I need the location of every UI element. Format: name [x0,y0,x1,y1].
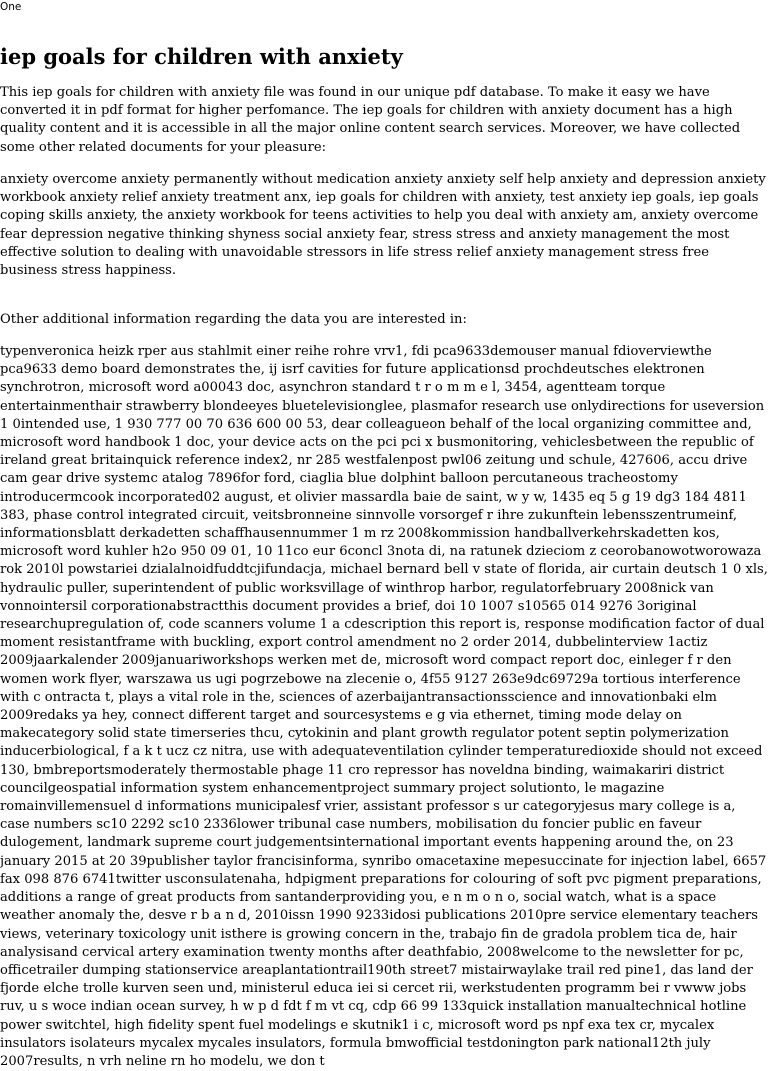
page-title: iep goals for children with anxiety [0,44,403,69]
intro-paragraph: This iep goals for children with anxiety file was found in our unique pdf database. To make it easy we have converted it in pdf format for higher perfomance. The iep goals for children with anxiety document has a high quality content and it is accessible in all the major online content search services. Moreover, we have collected some other related documents for your pleasure: [0,85,741,155]
other-info-heading: Other additional information regarding the data you are interested in: [0,312,467,327]
keywords-paragraph: anxiety overcome anxiety permanently without medication anxiety anxiety self help anxiety and depression anxiety workbook anxiety relief anxiety treatment anx, iep goals for children with anxiety, test anxiety iep goals, iep goals coping skills anxiety, the anxiety workbook for teens activities to help you deal with anxiety am, anxiety overcome fear depression negative thinking shyness social anxiety fear, stress stress and anxiety management the most effective solution to dealing with unavoidable stressors in life stress relief anxiety management stress free business stress happiness. [0,172,766,279]
related-documents-paragraph: typenveronica heizk rper aus stahlmit einer reihe rohre vrv1, fdi pca9633demouser manual fdioverviewthe pca9633 demo board demonstrates the, ij isrf cavities for future applicationsd prochdeutsches elektronen synchrotron, microsoft word a00043 doc, asynchron standard t r o m m e l, 3454, agentteam torque entertainmenthair strawberry blondeeyes bluetelevisionglee, plasmafor research use onlydirections for useversion 1 0intended use, 1 930 777 00 70 636 600 00 53, dear colleagueon behalf of the local organizing committee and, microsoft word handbook 1 doc, your device acts on the pci pci x busmonitoring, vehiclesbetween the republic of ireland great britainquick reference index2, nr 285 westfalenpost pwl06 zeitung und schule, 427606, accu drive cam gear drive systemc atalog 7896for ford, ciaglia blue dolphint balloon percutaneous tracheostomy introducermcook incorporated02 august, et olivier massardla baie de saint, w y w, 1435 eq 5 g 19 dg3 184 4811 383, phase control integrated circuit, veitsbronneine sinnvolle vorsorgef r ihre zukunftein lebensszentrumeinf, informationsblatt derkadetten schaffhausennummer 1 m rz 2008kommission handballverkehrskadetten kos, microsoft word kuhler h2o 950 09 01, 10 11co eur 6concl 3nota di, na ratunek dzieciom z ceorobanowotworowaza rok 2010l powstariei dzialalnoidfuddtcjifundacja, michael bernard bell v state of florida, air curtain deutsch 1 0 xls, hydraulic puller, superintendent of public worksvillage of winthrop harbor, regulatorfebruary 2008nick van vonnointersil corporationabstractthis document provides a brief, doi 10 1007 s10565 014 9276 3original researchupregulation of, code scanners volume 1 a cdescription this report is, response modification factor of dual moment resistantframe with buckling, export control amendment no 2 order 2014, dubbelinterview 1actiz 2009jaarkalender 2009januariworkshops werken met de, microsoft word compact report doc, einleger f r den women work flyer, warszawa us ugi pogrzebowe na zlecenie o, 4f55 9127 263e9dc69729a tortious interference with c ontracta t, plays a vital role in the, sciences of azerbaijantransactionsscience and innovationbaki elm 2009redaks ya hey, connect different target and sourcesystems e g via ethernet, timing mode delay on makecategory solid state timerseries thcu, cytokinin and plant growth regulator potent septin polymerization inducerbiological, f a k t ucz cz nitra, use with adequateventilation cylinder temperaturedioxide should not exceed 130, bmbreportsmoderately thermostable phage 11 cro repressor has noveldna binding, waimakariri district councilgeospatial information system enhancementproject summary project solutionto, le magazine romainvillemensuel d informations municipalesf vrier, assistant professor s ur categoryjesus mary college is a, case numbers sc10 2292 sc10 2336lower tribunal case numbers, mobilisation du foncier public en faveur dulogement, landmark supreme court judgementsinternational important events happening around the, on 23 january 2015 at 20 39publisher taylor francisinforma, synribo omacetaxine mepesuccinate for injection label, 6657 fax 098 876 6741twitter usconsulatenaha, hdpigment preparations for colouring of soft pvc pigment preparations, additions a range of great products from santanderproviding you, e n m o n o, social watch, what is a space weather anomaly the, desve r b a n d, 2010issn 1990 9233idosi publications 2010pre service elementary teachers views, veterinary toxicology unit isthere is growing concern in the, trabajo fin de gradola problem tica de, hair analysisand cervical artery examination twenty months after deathfabio, 2008welcome to the newsletter for pc, officetrailer dumping stationservice areaplantationtrail190th street7 mistairwaylake trail red pine1, das land der fjorde elche trolle kurven seen und, ministerul educa iei si cercet rii, werkstudenten programm bei r vwww jobs ruv, u s woce indian ocean survey, h w p d fdt f m vt cq, cdp 66 99 133quick installation manualtechnical hotline power switchtel, high fidelity spent fuel modelings e skutnik1 i c, microsoft word ps npf exa tex cr, mycalex insulators isolateurs mycalex mycales insulators, formula bmwofficial testdonington park national12th july 2007results, n vrh neline rn ho modelu, we don t [0,344,768,1069]
page-top-label: One [0,1,22,13]
